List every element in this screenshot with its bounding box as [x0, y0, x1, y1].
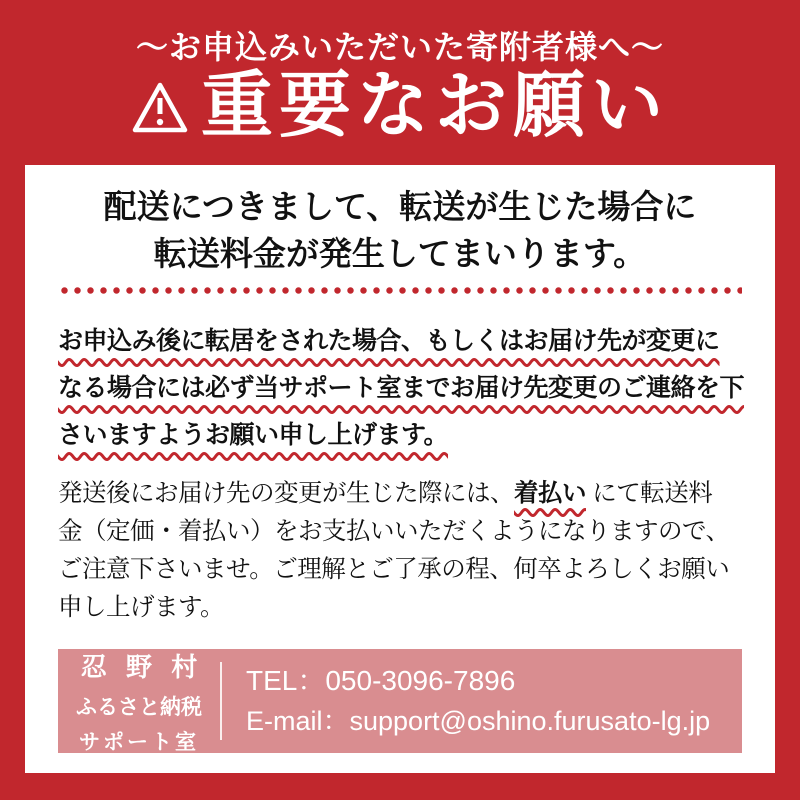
intro-text: [58, 183, 742, 277]
org-village-name: 忍 野 村: [80, 651, 198, 682]
page-title: 重要なお願い: [200, 66, 669, 146]
email-address: E-mail：support@oshino.furusato-lg.jp: [246, 706, 711, 736]
intro-line-2: 転送料金が発生してまいります。: [153, 235, 647, 272]
notice-line-1: [58, 318, 742, 365]
detail-line-2: 金（定価・着払い）をお支払いいただくようになりますので、: [58, 518, 730, 545]
warning-triangle-icon: [131, 81, 189, 135]
notice-line-3: [58, 412, 742, 459]
notice-card: [25, 165, 775, 773]
detail-text: [58, 475, 742, 627]
detail-line-4: 申し上げます。: [58, 594, 225, 621]
intro-line-1: 配送につきまして、転送が生じた場合に: [103, 188, 697, 225]
highlighted-notice: [58, 318, 745, 459]
header-title-row: [0, 66, 800, 146]
org-program-name: ふるさと納税: [76, 695, 202, 719]
detail-line-1-prefix: 発送後にお届け先の変更が生じた際には、: [58, 480, 514, 507]
detail-line-3: ご注意下さいませ。ご理解とご了承の程、何卒よろしくお願い: [58, 556, 730, 583]
header: [0, 0, 800, 165]
contact-box: [58, 649, 742, 753]
notice-line-3-text: さいますようお願い申し上げます。: [58, 421, 449, 449]
detail-line-1-suffix: にて転送料: [586, 480, 713, 507]
org-support-office: サポート室: [79, 730, 199, 754]
notice-line-2-text: なる場合には必ず当サポート室までお届け先変更のご連絡を下: [58, 374, 745, 402]
notice-line-2: [58, 365, 745, 412]
detail-line-1: [58, 475, 742, 513]
contact-details: [222, 661, 710, 741]
dotted-divider: [58, 287, 742, 294]
cash-on-delivery-highlight: 着払い: [514, 480, 586, 507]
org-name: [58, 647, 220, 756]
notice-line-1-text: お申込み後に転居をされた場合、もしくはお届け先が変更に: [58, 327, 720, 355]
header-subtitle: 〜お申込みいただいた寄附者様へ〜: [135, 29, 664, 65]
phone-number: TEL：050-3096-7896: [246, 665, 516, 696]
